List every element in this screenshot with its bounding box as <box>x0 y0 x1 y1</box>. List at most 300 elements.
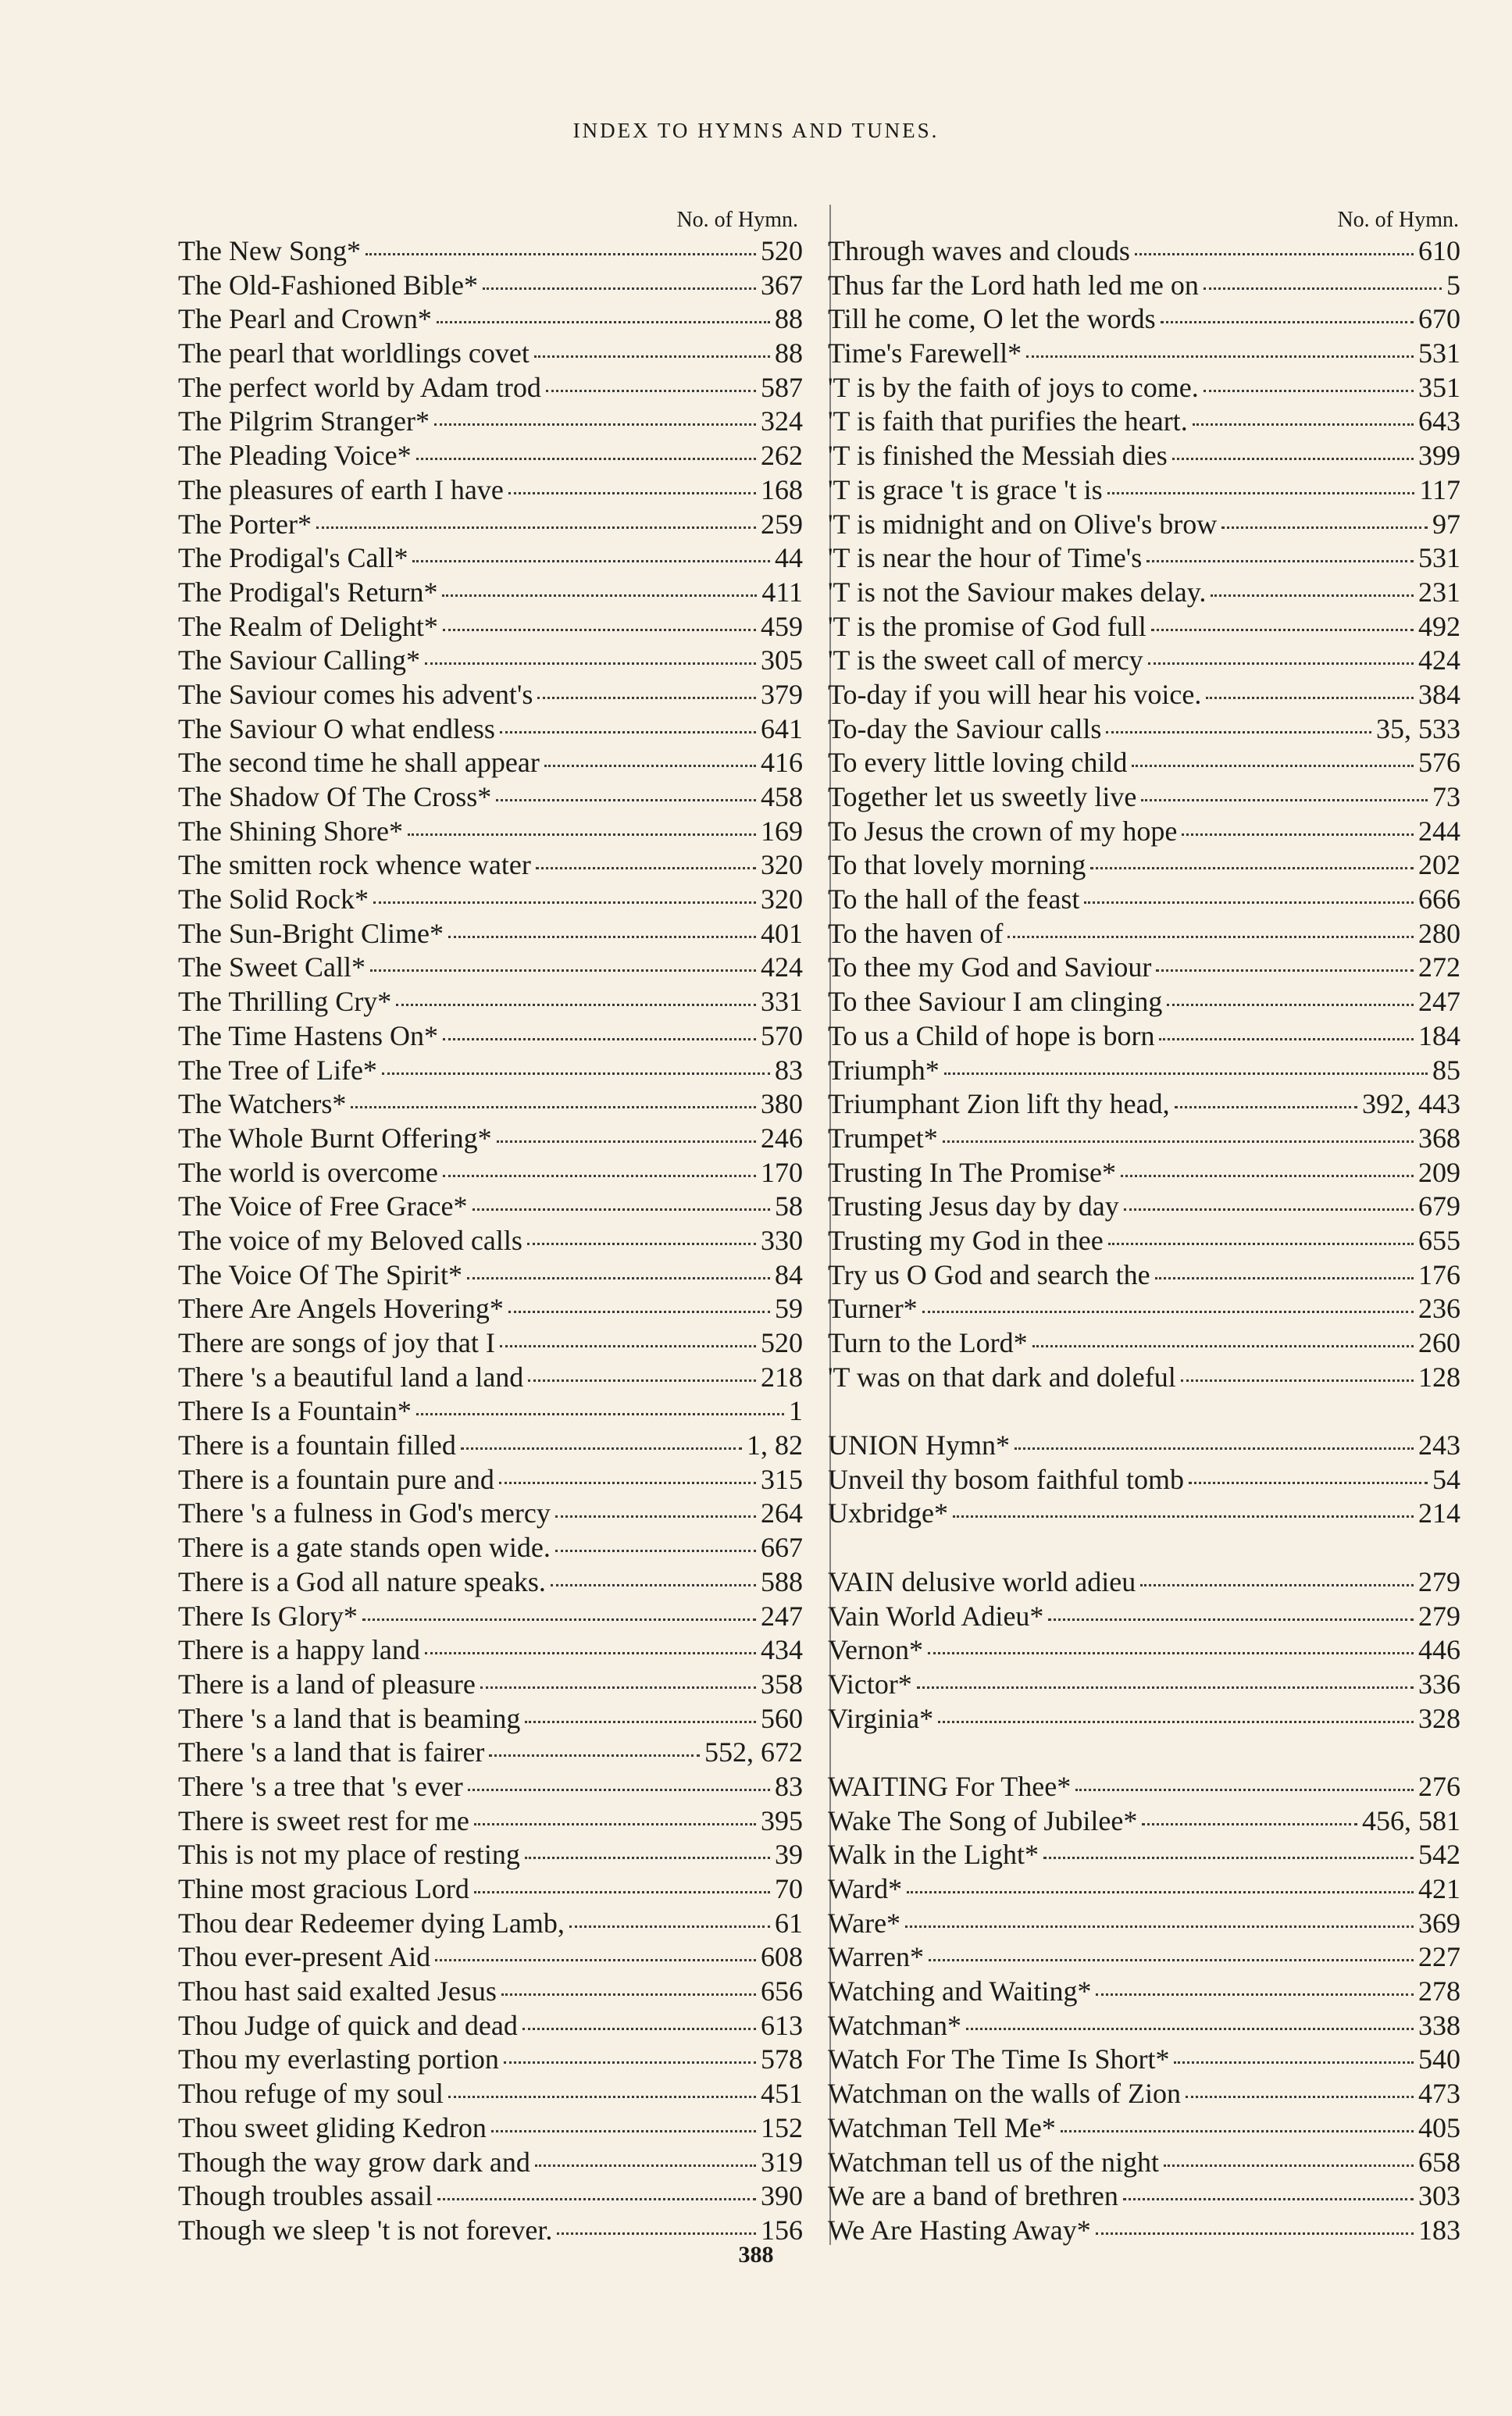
hymn-title: The New Song* <box>178 235 361 266</box>
dot-leader <box>1142 1823 1357 1825</box>
hymn-title: The second time he shall appear <box>178 747 540 779</box>
hymn-number: 395 <box>761 1804 803 1836</box>
index-entry <box>178 473 803 508</box>
hymn-number: 61 <box>775 1907 803 1939</box>
left-column <box>178 206 803 2248</box>
dot-leader <box>497 1140 756 1143</box>
hymn-title: There Is a Fountain* <box>178 1395 412 1427</box>
index-entry <box>828 1600 1460 1634</box>
hymn-number: 560 <box>761 1702 803 1734</box>
hymn-number: 231 <box>1418 576 1460 608</box>
hymn-title: To-day the Saviour calls <box>828 712 1102 744</box>
hymn-title: 'T is the sweet call of mercy <box>828 644 1143 676</box>
index-entry <box>178 644 803 678</box>
hymn-title: The world is overcome <box>178 1156 438 1188</box>
index-entry <box>178 1224 803 1258</box>
hymn-title: Though we sleep 't is not forever. <box>178 2214 553 2246</box>
dot-leader <box>1121 1175 1414 1177</box>
index-entry <box>178 1633 803 1668</box>
dot-leader <box>461 1447 742 1450</box>
hymn-number: 280 <box>1418 917 1460 949</box>
section-gap <box>828 1394 1460 1429</box>
hymn-number: 247 <box>1418 986 1460 1018</box>
dot-leader <box>1164 2164 1414 2167</box>
index-entry <box>828 712 1460 747</box>
dot-leader <box>489 1754 700 1757</box>
index-entry <box>178 1019 803 1054</box>
dot-leader <box>425 1652 756 1654</box>
index-entry <box>828 439 1460 473</box>
hymn-number: 276 <box>1418 1770 1460 1802</box>
hymn-title: Turn to the Lord* <box>828 1327 1028 1358</box>
right-column <box>828 206 1460 2248</box>
hymn-number: 247 <box>761 1600 803 1632</box>
hymn-number: 35, 533 <box>1376 712 1460 744</box>
index-entry <box>178 917 803 951</box>
hymn-number: 278 <box>1418 1975 1460 2007</box>
dot-leader <box>525 1721 756 1723</box>
hymn-number: 328 <box>1418 1702 1460 1734</box>
dot-leader <box>474 1823 756 1825</box>
hymn-number: 236 <box>1418 1293 1460 1325</box>
hymn-number: 272 <box>1418 951 1460 983</box>
dot-leader <box>535 2164 756 2167</box>
hymn-number: 184 <box>1418 1019 1460 1051</box>
hymn-title: 'T was on that dark and doleful <box>828 1361 1176 1393</box>
hymn-number: 401 <box>761 917 803 949</box>
hymn-number: 655 <box>1418 1224 1460 1256</box>
hymn-number: 492 <box>1418 610 1460 642</box>
hymn-number: 610 <box>1418 235 1460 266</box>
dot-leader <box>501 1993 756 1996</box>
index-entry <box>828 2043 1460 2077</box>
index-entry <box>828 1804 1460 1839</box>
hymn-title: Vain World Adieu* <box>828 1600 1044 1632</box>
hymn-title: We Are Hasting Away* <box>828 2214 1091 2246</box>
dot-leader <box>316 526 756 529</box>
dot-leader <box>917 1686 1414 1689</box>
dot-leader <box>1090 867 1414 869</box>
hymn-title: Vernon* <box>828 1634 923 1666</box>
hymn-title: The smitten rock whence water <box>178 849 531 881</box>
index-entry <box>178 1872 803 1907</box>
index-entry <box>178 439 803 473</box>
dot-leader <box>922 1311 1414 1313</box>
hymn-title: The Time Hastens On* <box>178 1019 438 1051</box>
hymn-number: 576 <box>1418 747 1460 779</box>
hymn-number: 384 <box>1418 678 1460 710</box>
index-entry <box>828 1463 1460 1497</box>
dot-leader <box>434 423 756 426</box>
hymn-title: There 's a tree that 's ever <box>178 1770 463 1802</box>
hymn-number: 666 <box>1418 883 1460 915</box>
index-entry <box>828 1770 1460 1804</box>
index-entry <box>178 951 803 985</box>
dot-leader <box>425 662 756 665</box>
hymn-title: Watchman* <box>828 2009 962 2041</box>
hymn-title: Watch For The Time Is Short* <box>828 2043 1170 2075</box>
hymn-number: 176 <box>1418 1258 1460 1290</box>
hymn-title: The Voice Of The Spirit* <box>178 1258 462 1290</box>
dot-leader <box>943 1140 1414 1143</box>
hymn-number: 58 <box>775 1190 803 1222</box>
hymn-number: 170 <box>761 1156 803 1188</box>
dot-leader <box>1026 355 1414 358</box>
hymn-title: There is a happy land <box>178 1634 420 1666</box>
dot-leader <box>522 2028 756 2030</box>
hymn-number: 260 <box>1418 1327 1460 1358</box>
index-entry <box>828 473 1460 508</box>
hymn-title: There is sweet rest for me <box>178 1804 469 1836</box>
dot-leader <box>480 1686 756 1689</box>
hymn-number: 324 <box>761 405 803 437</box>
hymn-number: 169 <box>761 815 803 847</box>
hymn-number: 667 <box>761 1532 803 1564</box>
hymn-number: 520 <box>761 235 803 266</box>
hymn-number: 434 <box>761 1634 803 1666</box>
hymn-title: To the hall of the feast <box>828 883 1080 915</box>
hymn-number: 1 <box>789 1395 803 1427</box>
hymn-number: 405 <box>1418 2111 1460 2143</box>
hymn-number: 156 <box>761 2214 803 2246</box>
hymn-title: 'T is faith that purifies the heart. <box>828 405 1188 437</box>
dot-leader <box>1015 1447 1414 1450</box>
index-entry <box>178 1190 803 1224</box>
dot-leader <box>938 1721 1414 1723</box>
hymn-number: 542 <box>1418 1839 1460 1871</box>
hymn-title: To the haven of <box>828 917 1004 949</box>
index-entry <box>828 2077 1460 2111</box>
index-entry <box>828 610 1460 644</box>
hymn-title: The Shining Shore* <box>178 815 403 847</box>
hymn-number: 243 <box>1418 1429 1460 1461</box>
dot-leader <box>1156 969 1414 972</box>
hymn-title: Watchman Tell Me* <box>828 2111 1056 2143</box>
index-entry <box>178 2179 803 2214</box>
index-entry <box>828 1122 1460 1156</box>
hymn-number: 88 <box>775 303 803 335</box>
dot-leader <box>1141 799 1428 801</box>
hymn-number: 424 <box>761 951 803 983</box>
hymn-number: 44 <box>775 542 803 574</box>
hymn-title: Trumpet* <box>828 1122 938 1154</box>
index-entry <box>828 1668 1460 1702</box>
hymn-title: The Pleading Voice* <box>178 440 412 472</box>
hymn-title: There 's a beautiful land a land <box>178 1361 524 1393</box>
dot-leader <box>534 355 770 358</box>
dot-leader <box>491 2130 756 2132</box>
hymn-number: 613 <box>761 2009 803 2041</box>
dot-leader <box>373 901 756 904</box>
index-entry <box>828 883 1460 917</box>
hymn-title: 'T is midnight and on Olive's brow <box>828 508 1218 540</box>
index-entry <box>178 2111 803 2146</box>
index-entry <box>178 371 803 405</box>
index-entry <box>828 644 1460 678</box>
hymn-title: There is a God all nature speaks. <box>178 1565 546 1597</box>
hymn-title: There 's a land that is beaming <box>178 1702 521 1734</box>
index-entry <box>178 508 803 542</box>
dot-leader <box>1206 697 1414 699</box>
hymn-title: Thou my everlasting portion <box>178 2043 499 2075</box>
dot-leader <box>508 492 756 494</box>
hymn-number: 168 <box>761 473 803 505</box>
dot-leader <box>1048 1618 1414 1621</box>
hymn-title: The pleasures of earth I have <box>178 473 504 505</box>
hymn-title: Ward* <box>828 1873 903 1904</box>
index-entry <box>178 2009 803 2043</box>
hymn-title: Thou sweet gliding Kedron <box>178 2111 487 2143</box>
hymn-number: 421 <box>1418 1873 1460 1904</box>
index-entry <box>828 2146 1460 2180</box>
hymn-number: 183 <box>1418 2214 1460 2246</box>
index-entry <box>828 1224 1460 1258</box>
dot-leader <box>362 1618 756 1621</box>
dot-leader <box>1155 1277 1414 1279</box>
index-entry <box>178 1258 803 1293</box>
index-entry <box>828 541 1460 576</box>
index-entry <box>828 678 1460 712</box>
index-entry <box>178 2146 803 2180</box>
hymn-number: 73 <box>1432 781 1460 812</box>
index-entry <box>828 1940 1460 1975</box>
dot-leader <box>1167 1004 1414 1006</box>
dot-leader <box>1108 1243 1414 1245</box>
hymn-title: Triumphant Zion lift thy head, <box>828 1088 1170 1120</box>
hymn-number: 85 <box>1432 1054 1460 1086</box>
dot-leader <box>508 1311 770 1313</box>
index-entry <box>178 1531 803 1565</box>
dot-leader <box>544 765 756 767</box>
index-entry <box>178 1497 803 1531</box>
dot-leader <box>551 1584 756 1586</box>
hymn-title: The Whole Burnt Offering* <box>178 1122 492 1154</box>
index-entry <box>828 1326 1460 1361</box>
index-entry <box>178 1838 803 1872</box>
dot-leader <box>537 697 756 699</box>
hymn-number: 520 <box>761 1327 803 1358</box>
dot-leader <box>499 1482 756 1484</box>
hymn-title: Though the way grow dark and <box>178 2146 530 2178</box>
hymn-title: 'T is grace 't is grace 't is <box>828 473 1103 505</box>
dot-leader <box>1123 2198 1414 2200</box>
index-entry <box>828 985 1460 1019</box>
dot-leader <box>1161 321 1414 323</box>
right-entry-list <box>828 234 1460 2248</box>
hymn-title: There are songs of joy that I <box>178 1327 495 1358</box>
dot-leader <box>1075 1789 1414 1791</box>
hymn-number: 305 <box>761 644 803 676</box>
column-heading: No. of Hymn. <box>676 208 798 232</box>
hymn-number: 570 <box>761 1019 803 1051</box>
hymn-number: 446 <box>1418 1634 1460 1666</box>
hymn-title: Triumph* <box>828 1054 940 1086</box>
dot-leader <box>504 2061 756 2064</box>
hymn-title: The pearl that worldlings covet <box>178 337 530 369</box>
hymn-title: Time's Farewell* <box>828 337 1022 369</box>
hymn-title: The Thrilling Cry* <box>178 986 392 1018</box>
hymn-number: 336 <box>1418 1668 1460 1700</box>
index-entry <box>828 1872 1460 1907</box>
hymn-number: 279 <box>1418 1565 1460 1597</box>
hymn-title: Wake The Song of Jubilee* <box>828 1804 1138 1836</box>
hymn-title: There is a fountain filled <box>178 1429 456 1461</box>
hymn-title: The Porter* <box>178 508 312 540</box>
hymn-title: To thee my God and Saviour <box>828 951 1152 983</box>
index-entry <box>828 746 1460 780</box>
dot-leader <box>416 458 756 460</box>
hymn-title: To Jesus the crown of my hope <box>828 815 1178 847</box>
hymn-number: 473 <box>1418 2078 1460 2110</box>
hymn-title: There 's a fulness in God's mercy <box>178 1497 551 1529</box>
index-entry <box>828 917 1460 951</box>
hymn-number: 320 <box>761 883 803 915</box>
dot-leader <box>448 936 756 938</box>
hymn-title: The Sun-Bright Clime* <box>178 917 444 949</box>
hymn-title: The Sweet Call* <box>178 951 366 983</box>
dot-leader <box>1151 629 1414 631</box>
index-entry <box>178 1702 803 1736</box>
hymn-title: To that lovely morning <box>828 849 1086 881</box>
hymn-number: 411 <box>761 576 803 608</box>
index-entry <box>828 2179 1460 2214</box>
index-entry <box>178 610 803 644</box>
hymn-number: 128 <box>1418 1361 1460 1393</box>
dot-leader <box>1204 390 1414 392</box>
dot-leader <box>1186 2096 1414 2098</box>
hymn-number: 319 <box>761 2146 803 2178</box>
hymn-title: Till he come, O let the words <box>828 303 1156 335</box>
hymn-number: 331 <box>761 986 803 1018</box>
hymn-number: 214 <box>1418 1497 1460 1529</box>
hymn-title: Thine most gracious Lord <box>178 1873 469 1904</box>
hymn-title: The Watchers* <box>178 1088 347 1120</box>
dot-leader <box>351 1106 756 1108</box>
index-entry <box>178 1087 803 1122</box>
dot-leader <box>953 1515 1414 1518</box>
section-gap <box>828 1531 1460 1565</box>
dot-leader <box>408 833 756 836</box>
hymn-title: Thus far the Lord hath led me on <box>828 269 1199 301</box>
hymn-number: 88 <box>775 337 803 369</box>
index-entry <box>178 1600 803 1634</box>
hymn-title: The Voice of Free Grace* <box>178 1190 468 1222</box>
hymn-number: 262 <box>761 440 803 472</box>
index-entry <box>178 1054 803 1088</box>
index-entry <box>178 985 803 1019</box>
dot-leader <box>905 1925 1414 1928</box>
index-entry <box>178 234 803 269</box>
hymn-title: Through waves and clouds <box>828 235 1130 266</box>
dot-leader <box>1096 2232 1414 2235</box>
hymn-number: 390 <box>761 2180 803 2212</box>
dot-leader <box>467 1277 770 1279</box>
hymn-title: Together let us sweetly live <box>828 781 1137 812</box>
index-entry <box>178 1361 803 1395</box>
hymn-title: The Saviour Calling* <box>178 644 420 676</box>
index-entry <box>828 1054 1460 1088</box>
hymn-number: 264 <box>761 1497 803 1529</box>
hymn-number: 279 <box>1418 1600 1460 1632</box>
hymn-title: This is not my place of resting <box>178 1839 520 1871</box>
index-entry <box>828 2111 1460 2146</box>
left-entry-list <box>178 234 803 2248</box>
dot-leader <box>437 2198 756 2200</box>
dot-leader <box>1193 423 1414 426</box>
hymn-number: 367 <box>761 269 803 301</box>
hymn-title: 'T is not the Saviour makes delay. <box>828 576 1207 608</box>
hymn-number: 315 <box>761 1463 803 1495</box>
hymn-number: 218 <box>761 1361 803 1393</box>
dot-leader <box>1174 2061 1414 2064</box>
hymn-number: 552, 672 <box>704 1736 803 1768</box>
index-entry <box>828 1633 1460 1668</box>
hymn-number: 244 <box>1418 815 1460 847</box>
hymn-title: Walk in the Light* <box>828 1839 1040 1871</box>
index-entry <box>178 746 803 780</box>
hymn-number: 202 <box>1418 849 1460 881</box>
dot-leader <box>1096 1993 1414 1996</box>
index-entry <box>828 508 1460 542</box>
index-entry <box>178 712 803 747</box>
index-entry <box>828 405 1460 439</box>
hymn-number: 578 <box>761 2043 803 2075</box>
dot-leader <box>1084 901 1414 904</box>
hymn-number: 259 <box>761 508 803 540</box>
dot-leader <box>370 969 756 972</box>
index-entry <box>828 1361 1460 1395</box>
index-entry <box>178 302 803 337</box>
hymn-number: 643 <box>1418 405 1460 437</box>
hymn-title: The Prodigal's Return* <box>178 576 438 608</box>
hymn-number: 351 <box>1418 371 1460 403</box>
dot-leader <box>500 731 756 733</box>
hymn-title: Thou Judge of quick and dead <box>178 2009 518 2041</box>
index-entry <box>178 1292 803 1326</box>
hymn-number: 97 <box>1432 508 1460 540</box>
dot-leader <box>527 1243 756 1245</box>
index-entry <box>828 1565 1460 1600</box>
dot-leader <box>1189 1482 1428 1484</box>
hymn-title: Watchman on the walls of Zion <box>828 2078 1181 2110</box>
dot-leader <box>442 594 757 597</box>
dot-leader <box>1204 287 1442 290</box>
hymn-number: 338 <box>1418 2009 1460 2041</box>
hymn-title: There Are Angels Hovering* <box>178 1293 504 1325</box>
dot-leader <box>1132 765 1414 767</box>
hymn-number: 59 <box>775 1293 803 1325</box>
dot-leader <box>1182 833 1414 836</box>
index-entry <box>828 1497 1460 1531</box>
dot-leader <box>1211 594 1414 597</box>
index-entry <box>178 1940 803 1975</box>
hymn-title: Warren* <box>828 1941 925 1973</box>
hymn-title: Thou hast said exalted Jesus <box>178 1975 497 2007</box>
dot-leader <box>929 1959 1414 1961</box>
hymn-title: There 's a land that is fairer <box>178 1736 485 1768</box>
dot-leader <box>443 1038 756 1040</box>
dot-leader <box>448 2096 756 2098</box>
index-entry <box>178 1394 803 1429</box>
hymn-number: 399 <box>1418 440 1460 472</box>
hymn-number: 1, 82 <box>747 1429 803 1461</box>
dot-leader <box>1146 560 1414 562</box>
index-entry <box>828 1156 1460 1190</box>
index-entry <box>178 1975 803 2009</box>
hymn-title: The Pilgrim Stranger* <box>178 405 430 437</box>
index-entry <box>178 576 803 610</box>
hymn-number: 320 <box>761 849 803 881</box>
